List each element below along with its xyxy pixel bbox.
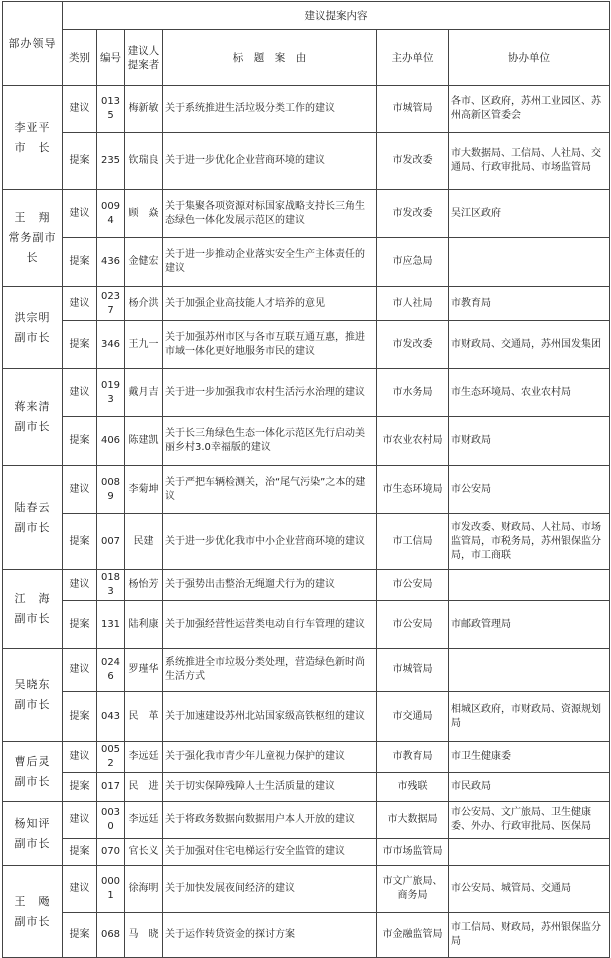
table-row	[3, 133, 610, 190]
leader-name: 陆春云	[14, 500, 51, 514]
leader-cell	[3, 742, 63, 802]
cell-assist: 市教育局	[449, 287, 610, 321]
table-row	[3, 190, 610, 238]
leader-cell	[3, 287, 63, 369]
cell-assist: 市财政局	[449, 417, 610, 466]
header-proposer-line1: 建议人	[127, 44, 160, 57]
cell-title: 关于切实保障残障人士生活质量的建议	[163, 773, 377, 802]
cell-number: 0030	[97, 802, 125, 839]
cell-category: 提案	[63, 133, 97, 190]
header-proposer-line2: 提案者	[127, 58, 160, 71]
cell-assist: 市民政局	[449, 773, 610, 802]
leader-cell	[3, 649, 63, 742]
cell-category: 提案	[63, 773, 97, 802]
cell-host: 市农业农村局	[377, 417, 449, 466]
leader-name: 杨知评	[14, 816, 51, 830]
cell-number: 0094	[97, 190, 125, 238]
cell-host: 市发改委	[377, 321, 449, 369]
cell-title: 关于强化我市青少年儿童视力保护的建议	[163, 742, 377, 773]
cell-host: 市发改委	[377, 133, 449, 190]
cell-assist: 市公安局、城管局、交通局	[449, 866, 610, 913]
table-row	[3, 238, 610, 287]
leader-name: 洪宗明	[14, 310, 51, 324]
table-row	[3, 570, 610, 601]
cell-proposer: 王九一	[125, 321, 163, 369]
cell-host: 市文广旅局、商务局	[377, 866, 449, 913]
cell-title: 关于加快发展夜间经济的建议	[163, 866, 377, 913]
cell-host: 市公安局	[377, 570, 449, 601]
cell-proposer: 陆利康	[125, 601, 163, 649]
table-row	[3, 802, 610, 839]
cell-category: 提案	[63, 514, 97, 570]
leader-name: 李亚平	[14, 120, 51, 134]
leader-title: 市 长	[14, 140, 51, 154]
leader-title: 副市长	[14, 612, 51, 625]
leader-cell	[3, 190, 63, 287]
cell-assist	[449, 839, 610, 866]
cell-assist	[449, 570, 610, 601]
cell-host: 市市场监管局	[377, 839, 449, 866]
cell-proposer: 李远廷	[125, 802, 163, 839]
cell-number: 007	[97, 514, 125, 570]
cell-title: 关于将政务数据向数据用户本人开放的建议	[163, 802, 377, 839]
leader-title: 副市长	[14, 836, 51, 850]
header-category: 类别	[63, 30, 97, 86]
cell-title: 关于集聚各项资源对标国家战略支持长三角生态绿色一体化发展示范区的建议	[163, 190, 377, 238]
leader-title: 常务副市长	[8, 231, 57, 264]
leader-cell	[3, 866, 63, 958]
cell-host: 市人社局	[377, 287, 449, 321]
cell-number: 0193	[97, 369, 125, 417]
cell-host: 市城管局	[377, 86, 449, 133]
cell-proposer: 金健宏	[125, 238, 163, 287]
cell-number: 0246	[97, 649, 125, 692]
cell-number: 0052	[97, 742, 125, 773]
cell-number: 070	[97, 839, 125, 866]
cell-host: 市残联	[377, 773, 449, 802]
cell-host: 市交通局	[377, 692, 449, 742]
table-row	[3, 417, 610, 466]
cell-category: 建议	[63, 649, 97, 692]
cell-assist: 市发改委、财政局、人社局、市场监管局，市税务局，苏州银保监分局，市工商联	[449, 514, 610, 570]
table-row	[3, 773, 610, 802]
cell-proposer: 杨介洪	[125, 287, 163, 321]
cell-title: 关于加强经营性运营类电动自行车管理的建议	[163, 601, 377, 649]
cell-category: 提案	[63, 417, 97, 466]
leader-cell	[3, 466, 63, 570]
header-number: 编号	[97, 30, 125, 86]
cell-assist: 市邮政管理局	[449, 601, 610, 649]
cell-category: 建议	[63, 802, 97, 839]
cell-assist: 市财政局、交通局，苏州国发集团	[449, 321, 610, 369]
table-row	[3, 369, 610, 417]
header-leader: 部办领导	[3, 2, 63, 86]
leader-name: 曹后灵	[14, 754, 51, 768]
table-row	[3, 287, 610, 321]
cell-proposer: 民建	[125, 514, 163, 570]
cell-number: 436	[97, 238, 125, 287]
cell-assist	[449, 238, 610, 287]
cell-number: 017	[97, 773, 125, 802]
cell-host: 市大数据局	[377, 802, 449, 839]
cell-proposer: 官长义	[125, 839, 163, 866]
leader-cell	[3, 570, 63, 649]
table-title: 建议提案内容	[63, 2, 610, 30]
leader-name: 吴晓东	[14, 678, 51, 691]
cell-title: 关于长三角绿色生态一体化示范区先行启动美丽乡村3.0幸福版的建议	[163, 417, 377, 466]
header-title: 标 题 案 由	[163, 30, 377, 86]
table-row	[3, 601, 610, 649]
cell-proposer: 罗瑾华	[125, 649, 163, 692]
cell-number: 068	[97, 913, 125, 958]
leader-title: 副市长	[14, 420, 51, 433]
cell-host: 市工信局	[377, 514, 449, 570]
table-row	[3, 321, 610, 369]
cell-proposer: 梅新敏	[125, 86, 163, 133]
cell-host: 市城管局	[377, 649, 449, 692]
leader-title: 副市长	[14, 774, 51, 788]
cell-assist: 市工信局、财政局，苏州银保监分局	[449, 913, 610, 958]
cell-category: 提案	[63, 692, 97, 742]
cell-proposer: 陈建凯	[125, 417, 163, 466]
table-row	[3, 466, 610, 514]
cell-category: 建议	[63, 287, 97, 321]
cell-category: 提案	[63, 913, 97, 958]
cell-proposer: 民 进	[125, 773, 163, 802]
cell-proposer: 民 革	[125, 692, 163, 742]
table-row	[3, 649, 610, 692]
cell-category: 提案	[63, 321, 97, 369]
cell-proposer: 顾 焱	[125, 190, 163, 238]
cell-category: 建议	[63, 190, 97, 238]
cell-category: 提案	[63, 839, 97, 866]
cell-host: 市教育局	[377, 742, 449, 773]
cell-host: 市金融监管局	[377, 913, 449, 958]
cell-title: 关于运作转贷资金的探讨方案	[163, 913, 377, 958]
cell-assist: 市卫生健康委	[449, 742, 610, 773]
table-row	[3, 866, 610, 913]
leader-cell	[3, 86, 63, 190]
table-row	[3, 742, 610, 773]
header-assist: 协办单位	[449, 30, 610, 86]
leader-title: 副市长	[14, 914, 51, 928]
cell-number: 0089	[97, 466, 125, 514]
cell-proposer: 徐海明	[125, 866, 163, 913]
leader-title: 副市长	[14, 698, 51, 711]
cell-title: 关于进一步加强我市农村生活污水治理的建议	[163, 369, 377, 417]
table-row	[3, 692, 610, 742]
cell-proposer: 马 晓	[125, 913, 163, 958]
cell-assist: 相城区政府，市财政局、资源规划局	[449, 692, 610, 742]
table-row	[3, 514, 610, 570]
leader-cell	[3, 369, 63, 466]
cell-assist: 吴江区政府	[449, 190, 610, 238]
cell-number: 0183	[97, 570, 125, 601]
table-body	[3, 86, 610, 958]
cell-assist: 市大数据局、工信局、人社局、交通局、行政审批局、市场监管局	[449, 133, 610, 190]
leader-name: 王 飏	[14, 894, 51, 908]
cell-host: 市水务局	[377, 369, 449, 417]
cell-title: 关于进一步优化企业营商环境的建议	[163, 133, 377, 190]
leader-title: 副市长	[14, 520, 51, 534]
cell-category: 提案	[63, 601, 97, 649]
cell-proposer: 李远廷	[125, 742, 163, 773]
cell-title: 关于进一步推动企业落实安全生产主体责任的建议	[163, 238, 377, 287]
cell-number: 043	[97, 692, 125, 742]
cell-number: 0135	[97, 86, 125, 133]
cell-title: 关于严把车辆检测关，治“尾气污染”之本的建议	[163, 466, 377, 514]
leader-title: 副市长	[14, 330, 51, 344]
cell-proposer: 杨怡芳	[125, 570, 163, 601]
cell-assist: 市公安局、文广旅局、卫生健康委、外办、行政审批局、医保局	[449, 802, 610, 839]
cell-number: 0001	[97, 866, 125, 913]
cell-category: 建议	[63, 466, 97, 514]
cell-number: 0237	[97, 287, 125, 321]
table-row	[3, 839, 610, 866]
cell-number: 131	[97, 601, 125, 649]
cell-assist	[449, 649, 610, 692]
cell-category: 建议	[63, 866, 97, 913]
cell-host: 市发改委	[377, 190, 449, 238]
cell-host: 市生态环境局	[377, 466, 449, 514]
header-host: 主办单位	[377, 30, 449, 86]
leader-cell	[3, 802, 63, 866]
leader-name: 王 翔	[14, 211, 51, 224]
cell-title: 关于系统推进生活垃圾分类工作的建议	[163, 86, 377, 133]
cell-title: 关于加强对住宅电梯运行安全监管的建议	[163, 839, 377, 866]
cell-number: 346	[97, 321, 125, 369]
cell-category: 建议	[63, 570, 97, 601]
cell-number: 406	[97, 417, 125, 466]
cell-category: 建议	[63, 86, 97, 133]
cell-number: 235	[97, 133, 125, 190]
leader-name: 蒋来清	[14, 400, 51, 413]
cell-category: 建议	[63, 742, 97, 773]
cell-assist: 市生态环境局、农业农村局	[449, 369, 610, 417]
proposal-table	[2, 1, 610, 958]
header-proposer	[125, 30, 163, 86]
table-row	[3, 913, 610, 958]
cell-host: 市公安局	[377, 601, 449, 649]
table-row	[3, 86, 610, 133]
cell-title: 关于加强苏州市区与各市互联互通互惠，推进市域一体化更好地服务市民的建议	[163, 321, 377, 369]
cell-title: 关于强势出击整治无绳遛犬行为的建议	[163, 570, 377, 601]
cell-assist: 各市、区政府，苏州工业园区、苏州高新区管委会	[449, 86, 610, 133]
cell-proposer: 戴月吉	[125, 369, 163, 417]
cell-title: 关于加速建设苏州北站国家级高铁枢纽的建议	[163, 692, 377, 742]
cell-title: 系统推进全市垃圾分类处理，营造绿色新时尚生活方式	[163, 649, 377, 692]
leader-name: 江 海	[14, 592, 51, 605]
cell-title: 关于进一步优化我市中小企业营商环境的建议	[163, 514, 377, 570]
cell-assist: 市公安局	[449, 466, 610, 514]
cell-category: 提案	[63, 238, 97, 287]
cell-host: 市应急局	[377, 238, 449, 287]
cell-proposer: 李菊坤	[125, 466, 163, 514]
cell-proposer: 钦瑞良	[125, 133, 163, 190]
cell-category: 建议	[63, 369, 97, 417]
cell-title: 关于加强企业高技能人才培养的意见	[163, 287, 377, 321]
